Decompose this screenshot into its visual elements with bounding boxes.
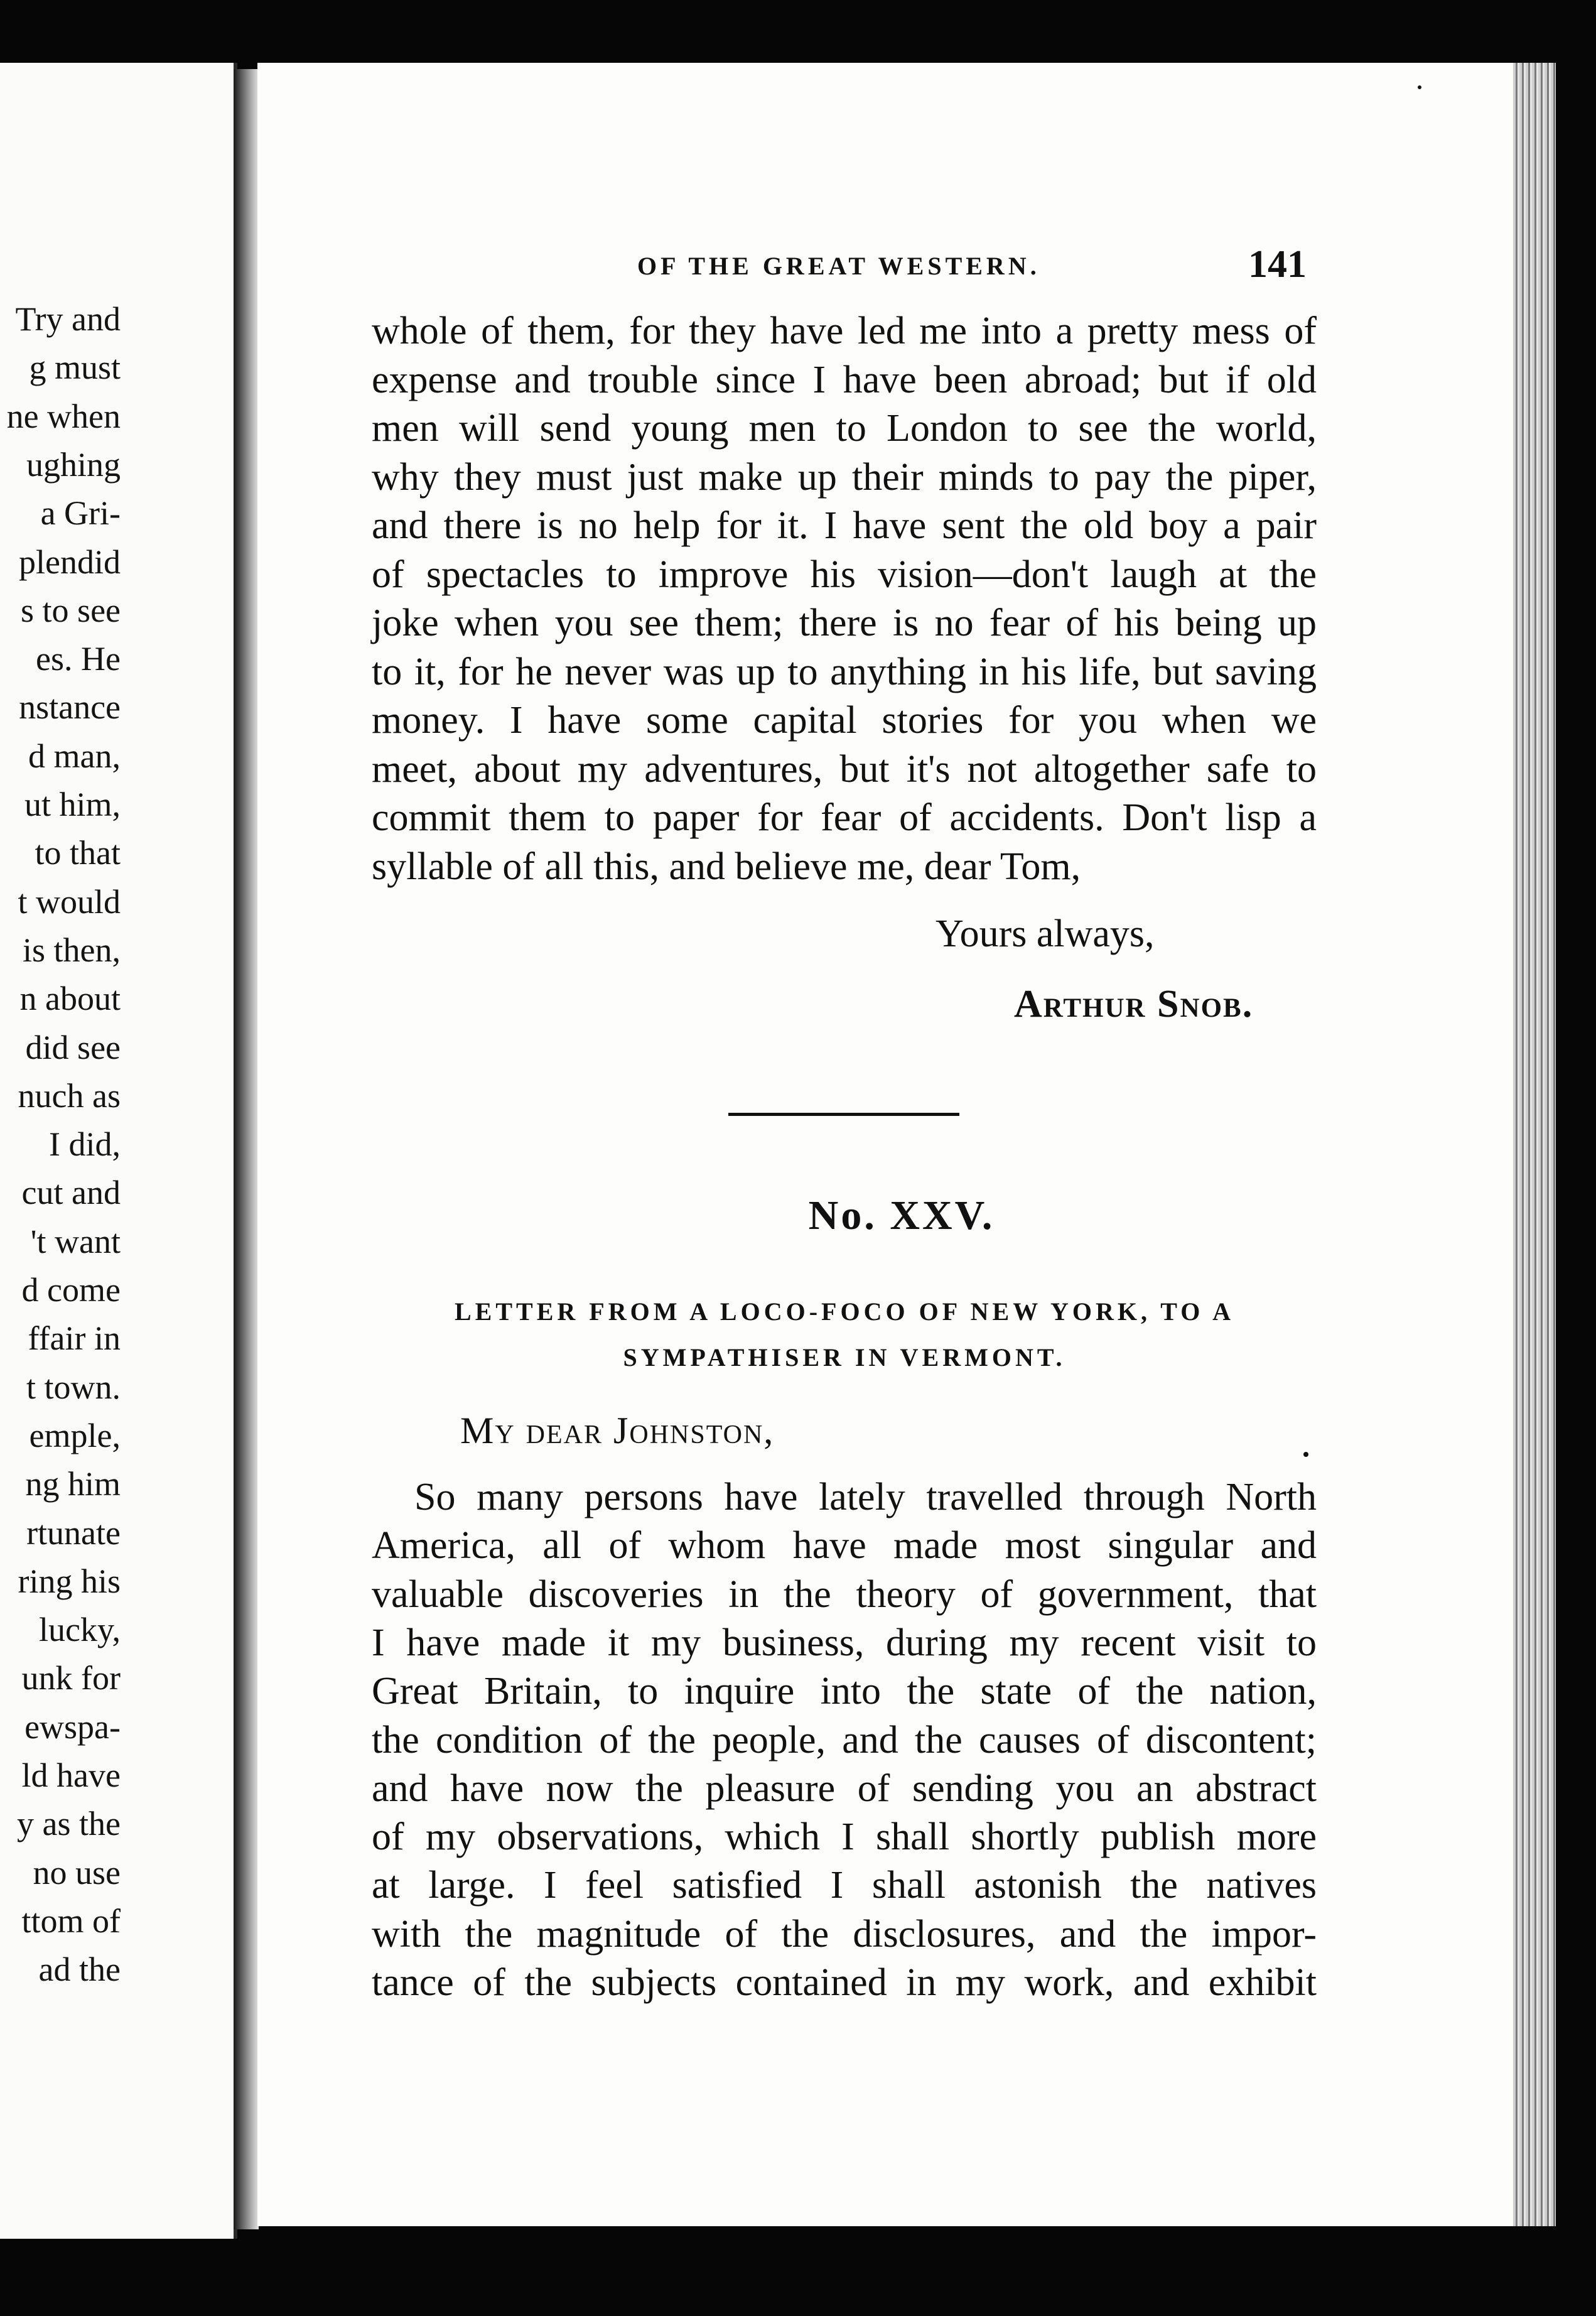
left-page-line: s to see bbox=[21, 591, 121, 629]
left-page-line: lucky, bbox=[39, 1611, 121, 1649]
left-page-line: no use bbox=[33, 1853, 121, 1891]
paragraph-line: men will send young men to London to see the world, bbox=[372, 407, 1317, 450]
left-page-line: I did, bbox=[49, 1125, 121, 1164]
letter-title-line-1: LETTER FROM A LOCO-FOCO OF NEW YORK, TO A bbox=[454, 1297, 1235, 1326]
left-page-line: es. He bbox=[36, 640, 121, 678]
paragraph-line: and there is no help for it. I have sent the old boy a pair bbox=[372, 504, 1317, 547]
paragraph-line: whole of them, for they have led me into a pretty mess of bbox=[372, 310, 1317, 352]
left-page-line: emple, bbox=[29, 1416, 121, 1454]
left-page-line: did see bbox=[25, 1028, 121, 1066]
letter-body-line: at large. I feel satisfied I shall astonish the natives bbox=[372, 1864, 1317, 1907]
ink-speck bbox=[1303, 1452, 1308, 1457]
page-edges bbox=[1513, 63, 1556, 2226]
paragraph-line: commit them to paper for fear of accidents. Don't lisp a bbox=[372, 796, 1317, 839]
left-page-line: unk for bbox=[21, 1659, 121, 1697]
left-page-line: t town. bbox=[26, 1368, 121, 1406]
left-page-line: ut him, bbox=[24, 786, 121, 823]
signature: Arthur Snob. bbox=[1014, 983, 1254, 1025]
left-page-line: ne when bbox=[6, 397, 121, 435]
letter-body-line: the condition of the people, and the causes of discontent; bbox=[372, 1718, 1317, 1761]
letter-body-line: Great Britain, to inquire into the state of the nation, bbox=[372, 1670, 1317, 1713]
left-page-line: 't want bbox=[30, 1222, 121, 1260]
paragraph-line: money. I have some capital stories for you when we bbox=[372, 699, 1317, 742]
left-page-line: t would bbox=[18, 882, 121, 921]
letter-body-line: So many persons have lately travelled through North bbox=[414, 1476, 1317, 1518]
salutation: My dear Johnston, bbox=[460, 1410, 775, 1451]
section-number: No. XXV. bbox=[808, 1193, 995, 1238]
left-page-line: is then, bbox=[23, 931, 121, 969]
letter-body-line: with the magnitude of the disclosures, and the impor- bbox=[372, 1912, 1317, 1956]
left-page-line: a Gri- bbox=[40, 494, 121, 533]
letter-body-line: and have now the pleasure of sending you an abstract bbox=[372, 1767, 1317, 1810]
left-page-line: n about bbox=[19, 980, 121, 1018]
left-page-line: ffair in bbox=[28, 1319, 121, 1358]
paragraph-line: expense and trouble since I have been abroad; but if old bbox=[372, 358, 1317, 401]
paragraph-line: why they must just make up their minds to pay the piper, bbox=[372, 455, 1317, 499]
paragraph-line: to it, for he never was up to anything in his life, but saving bbox=[372, 650, 1317, 693]
left-page-line: Try and bbox=[15, 300, 121, 338]
left-page-line: rtunate bbox=[26, 1513, 121, 1552]
left-page-line: ring his bbox=[18, 1562, 121, 1600]
left-page-line: nstance bbox=[19, 688, 121, 727]
paragraph-line: meet, about my adventures, but it's not altogether safe to bbox=[372, 747, 1317, 791]
left-page-line: ld have bbox=[21, 1756, 121, 1794]
left-page-line: d come bbox=[21, 1271, 121, 1309]
letter-body-line: I have made it my business, during my recent visit to bbox=[372, 1621, 1317, 1664]
left-page-line: g must bbox=[29, 349, 121, 387]
letter-body-line: America, all of whom have made most singular and bbox=[372, 1524, 1317, 1567]
left-page-line: ng him bbox=[25, 1465, 121, 1503]
left-page-line: ttom of bbox=[21, 1902, 121, 1940]
left-page-line: cut and bbox=[21, 1174, 121, 1212]
paragraph-line: of spectacles to improve his vision—don't laugh at the bbox=[372, 553, 1317, 596]
left-page-line: d man, bbox=[28, 737, 121, 775]
paragraph-line: joke when you see them; there is no fear of his being up bbox=[372, 602, 1317, 644]
section-divider-rule bbox=[728, 1113, 959, 1116]
letter-body-line: tance of the subjects contained in my work, and exhibit bbox=[372, 1961, 1317, 2004]
left-page-line: to that bbox=[35, 834, 121, 872]
left-page-line: ad the bbox=[38, 1951, 121, 1989]
paragraph-line: syllable of all this, and believe me, dear Tom, bbox=[372, 845, 1081, 888]
left-page-line: plendid bbox=[19, 543, 121, 581]
letter-body-line: of my observations, which I shall shortly publish more bbox=[372, 1815, 1317, 1859]
left-page-line: ewspa- bbox=[24, 1707, 121, 1746]
running-head: OF THE GREAT WESTERN. bbox=[637, 252, 1040, 280]
letter-body-line: valuable discoveries in the theory of government, that bbox=[372, 1572, 1317, 1616]
left-page-line: y as the bbox=[17, 1805, 121, 1843]
left-page-line: nuch as bbox=[18, 1076, 121, 1115]
left-page-line: ughing bbox=[26, 445, 121, 484]
letter-title-line-2: SYMPATHISER IN VERMONT. bbox=[623, 1343, 1066, 1372]
book-gutter bbox=[234, 69, 259, 2229]
left-facing-page bbox=[0, 63, 237, 2239]
closing-line: Yours always, bbox=[935, 912, 1155, 955]
ink-speck bbox=[1418, 85, 1421, 89]
page-number: 141 bbox=[1248, 243, 1307, 286]
